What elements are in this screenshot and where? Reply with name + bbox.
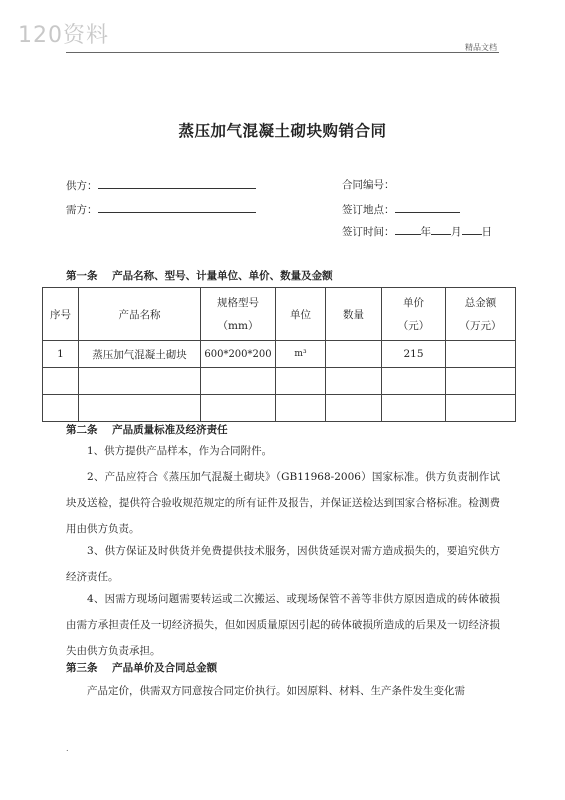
- day-blank: [462, 223, 482, 235]
- sign-place-blank: [395, 201, 460, 213]
- header-rule: [66, 52, 499, 53]
- supplier-field: [66, 177, 256, 193]
- year-label: 年: [420, 226, 431, 238]
- cell-empty: [446, 395, 516, 422]
- table-row: [43, 395, 516, 422]
- month-blank: [431, 223, 451, 235]
- section3-para-1: 产品定价，供需双方同意按合同定价执行。如因原料、材料、生产条件发生变化需: [87, 685, 465, 697]
- contract-no-label: 合同编号：: [342, 179, 395, 191]
- cell-qty: [326, 341, 382, 368]
- table-row: [43, 341, 516, 368]
- section2-para-4: 4、因需方现场问题需要转运或二次搬运、或现场保管不善等非供方原因造成的砖体破损由需方承担责任及一切经济损失，但如因质量原因引起的砖体破损所造成的后果及一切经济损失由供方负责承担。: [66, 593, 500, 657]
- col-price-title: 单价: [403, 297, 424, 309]
- header-label: 精品文档: [465, 43, 497, 52]
- cell-empty: [201, 395, 276, 422]
- document-title: 蒸压加气混凝土砌块购销合同: [178, 121, 387, 140]
- sign-time-label: 签订时间：: [342, 226, 395, 238]
- month-label: 月: [451, 226, 462, 238]
- cell-empty: [446, 368, 516, 395]
- cell-empty: [43, 395, 79, 422]
- section1-heading: 第一条 产品名称、型号、计量单位、单价、数量及金额: [66, 270, 333, 282]
- col-total-unit: （万元）: [459, 320, 502, 332]
- section2-para-2: 2、产品应符合《蒸压加气混凝土砌块》（GB11968-2006）国家标准。供方负责制作试块及送检，提供符合验收规范规定的所有证件及报告，并保证送检达到国家合格标准。检测费用由供方负责。: [66, 471, 500, 535]
- day-label: 日: [481, 226, 492, 238]
- col-total-title: 总金额: [464, 297, 497, 309]
- section2-para-3: 3、供方保证及时供货并免费提供技术服务，因供货延误对需方造成损失的，要追究供方经济责任。: [66, 545, 500, 583]
- cell-total: [446, 341, 516, 368]
- buyer-field: [66, 201, 256, 217]
- col-price-header: [382, 288, 446, 341]
- cell-spec: 600*200*200: [201, 341, 276, 368]
- cell-unit: m³: [276, 341, 326, 368]
- cell-name: 蒸压加气混凝土砌块: [79, 341, 201, 368]
- cell-empty: [382, 395, 446, 422]
- col-total-header: [446, 288, 516, 341]
- year-blank: [395, 223, 421, 235]
- watermark: 120资料: [18, 23, 109, 48]
- contract-no-field: [342, 177, 395, 192]
- cell-empty: [276, 368, 326, 395]
- table-row: [43, 368, 516, 395]
- col-name-header: 产品名称: [79, 288, 201, 341]
- col-spec-title: 规格型号: [217, 297, 259, 309]
- section3-heading: 第三条 产品单价及合同总金额: [66, 662, 218, 674]
- cell-empty: [43, 368, 79, 395]
- sign-place-label: 签订地点：: [342, 204, 395, 216]
- product-table: [42, 287, 516, 422]
- col-seq-header: 序号: [43, 288, 79, 341]
- supplier-label: 供方：: [66, 180, 98, 192]
- col-qty-header: 数量: [326, 288, 382, 341]
- buyer-label: 需方：: [66, 204, 98, 216]
- cell-price: 215: [382, 341, 446, 368]
- col-spec-header: [201, 288, 276, 341]
- cell-empty: [79, 395, 201, 422]
- sign-time-field: [342, 223, 492, 239]
- cell-empty: [326, 368, 382, 395]
- col-price-unit: （元）: [397, 320, 430, 332]
- cell-empty: [382, 368, 446, 395]
- cell-empty: [276, 395, 326, 422]
- footer-mark: .: [66, 744, 69, 753]
- cell-empty: [201, 368, 276, 395]
- buyer-blank: [98, 201, 256, 213]
- col-spec-unit: （mm）: [217, 320, 259, 332]
- section2-para-1: 1、供方提供产品样本，作为合同附件。: [87, 445, 273, 457]
- supplier-blank: [98, 177, 256, 189]
- cell-empty: [326, 395, 382, 422]
- col-unit-header: 单位: [276, 288, 326, 341]
- cell-seq: 1: [43, 341, 79, 368]
- section2-heading: 第二条 产品质量标准及经济责任: [66, 424, 228, 436]
- table-header-row: [43, 288, 516, 341]
- cell-empty: [79, 368, 201, 395]
- sign-place-field: [342, 201, 460, 217]
